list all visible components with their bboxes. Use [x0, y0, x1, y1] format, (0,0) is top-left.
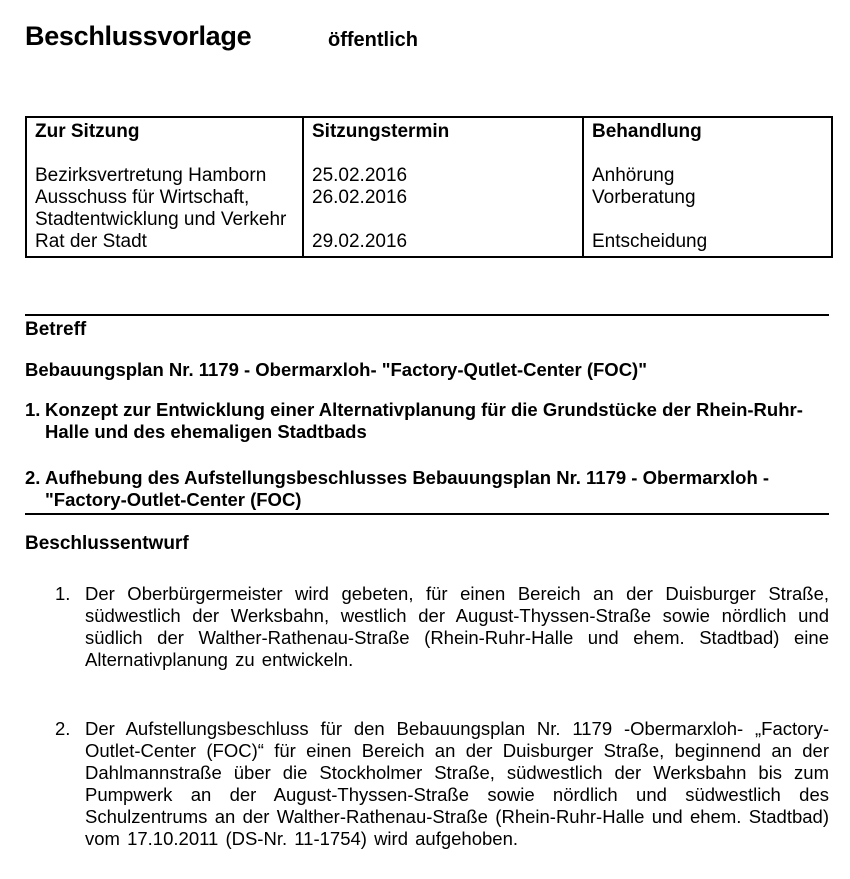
table-cell-line: Bezirksvertretung Hamborn [35, 165, 267, 186]
item-text: Der Oberbürgermeister wird gebeten, für einen Bereich an der Duisburger Straße, südwestlich der Werksbahn, westlich der August-Thyssen-Straße sowie nördlich und südlich der Walther-Rathenau-Straße (Rhein-Ruhr-Halle und ehem. Stadtbad) eine Alternativplanung zu entwickeln. [85, 583, 829, 670]
table-column-sitzungstermin [302, 118, 582, 256]
page-title: Beschlussvorlage [25, 21, 252, 51]
item-number: 1. [25, 399, 41, 420]
table-cell-line: 25.02.2016 [312, 165, 408, 186]
table-cell-line: Ausschuss für Wirtschaft, [35, 187, 250, 208]
resolution-heading: Beschlussentwurf [25, 533, 189, 554]
item-number: 2. [25, 467, 41, 488]
section-divider-bottom [25, 513, 829, 515]
table-header-sitzungstermin: Sitzungstermin [312, 121, 450, 142]
table-cell-line: 26.02.2016 [312, 187, 408, 208]
item-text: Der Aufstellungsbeschluss für den Bebauungsplan Nr. 1179 -Obermarxloh- „Factory-Outlet-Center (FOC)“ für einen Bereich an der Duisburger Straße, beginnend an der Dahlmannstraße über die Stockholmer Straße, südwestlich der Werksbahn bis zum Pumpwerk an der August-Thyssen-Straße sowie nördlich und südwestlich des Schulzentrums an der Walther-Rathenau-Straße (Rhein-Ruhr-Halle und ehem. Stadtbad) vom 17.10.2011 (DS-Nr. 11-1754) wird aufgehoben. [85, 718, 829, 849]
item-number: 2. [55, 718, 71, 739]
subject-heading: Betreff [25, 319, 87, 340]
table-cell-line [592, 209, 823, 231]
subject-item [25, 399, 829, 443]
subject-item [25, 467, 829, 511]
table-cell-line: 29.02.2016 [312, 231, 408, 252]
table-cell-line [312, 209, 574, 231]
table-cell-line: Anhörung [592, 165, 675, 186]
section-divider-top [25, 314, 829, 316]
table-column-zur-sitzung [27, 118, 302, 256]
table-cell-body [35, 165, 294, 253]
item-text: Konzept zur Entwicklung einer Alternativplanung für die Grundstücke der Rhein-Ruhr-Halle und des ehemaligen Stadtbads [45, 399, 803, 442]
item-text: Aufhebung des Aufstellungsbeschlusses Bebauungsplan Nr. 1179 - Obermarxloh - "Factory-Outlet-Center (FOC) [45, 467, 770, 510]
table-cell-line: Entscheidung [592, 231, 708, 252]
subject-title: Bebauungsplan Nr. 1179 - Obermarxloh- "Factory-Qutlet-Center (FOC)" [25, 359, 647, 380]
item-number: 1. [55, 583, 71, 604]
document-header [25, 21, 850, 53]
table-cell-line: Stadtentwicklung und Verkehr [35, 209, 287, 230]
table-cell-line: Rat der Stadt [35, 231, 147, 252]
resolution-item [55, 583, 829, 671]
table-cell-body [312, 165, 574, 253]
resolution-item [55, 718, 829, 850]
table-header-behandlung: Behandlung [592, 121, 702, 142]
table-header-zur-sitzung: Zur Sitzung [35, 121, 140, 142]
meeting-table [25, 116, 833, 258]
table-column-behandlung [582, 118, 831, 256]
visibility-label: öffentlich [328, 29, 418, 51]
table-cell-line: Vorberatung [592, 187, 696, 208]
table-cell-body [592, 165, 823, 253]
